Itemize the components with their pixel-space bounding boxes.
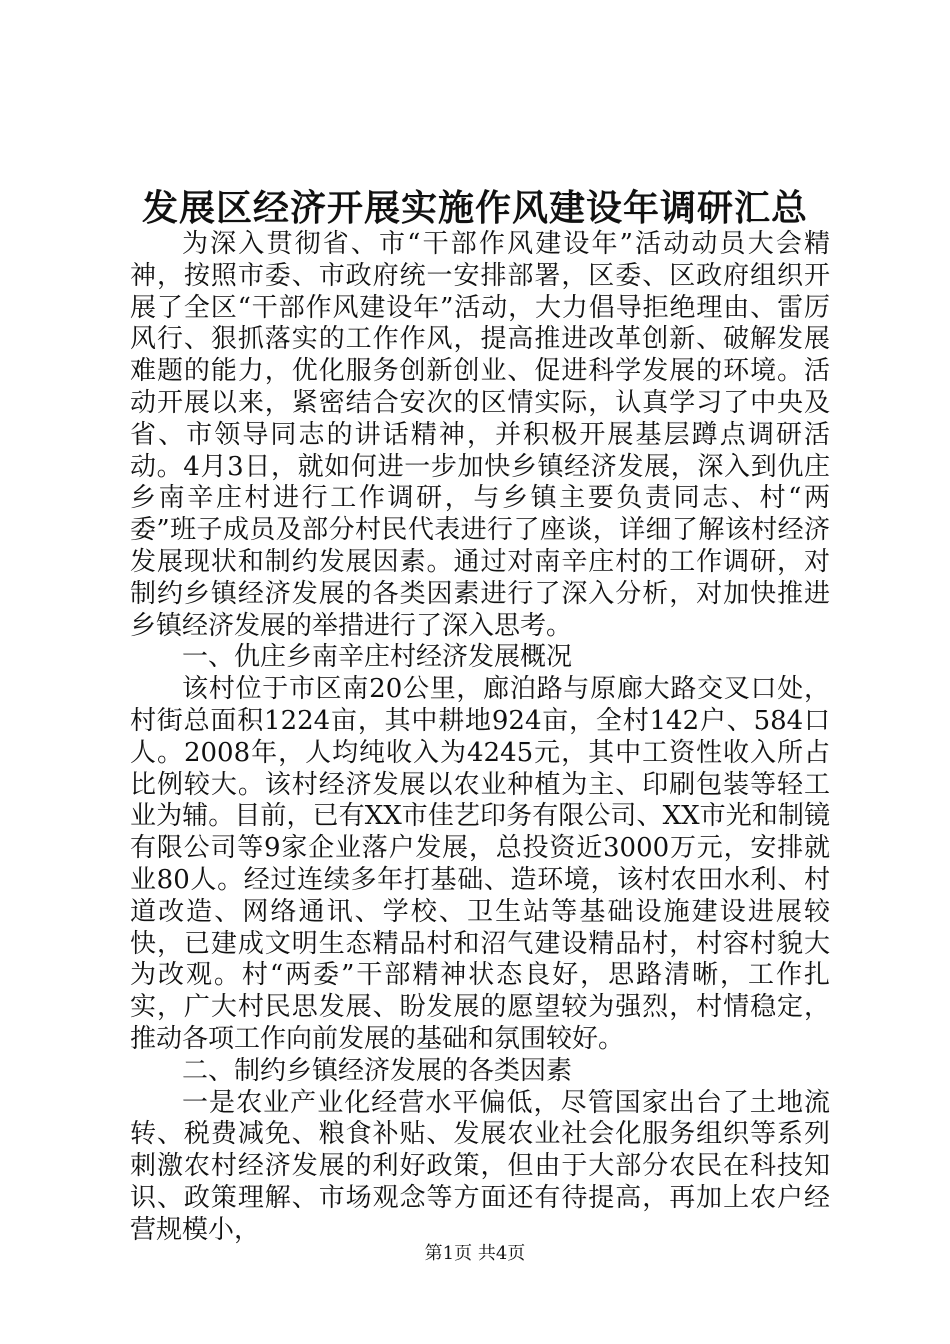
section-1-paragraph: 该村位于市区南20公里，廊泊路与原廊大路交叉口处，村街总面积1224亩，其中耕地924亩，全村142户、584口人。2008年，人均纯收入为4245元，其中工资性收入所占比例较大。该村经济发展以农业种植为主、印刷包装等轻工业为辅。目前，已有XX市佳艺印务有限公司、XX市光和制镜有限公司等9家企业落户发展，总投资近3000万元，安排就业80人。经过连续多年打基础、造环境，该村农田水利、村道改造、网络通讯、学校、卫生站等基础设施建设进展较快，已建成文明生态精品村和沼气建设精品村，村容村貌大为改观。村“两委”干部精神状态良好，思路清晰，工作扎实，广大村民思发展、盼发展的愿望较为强烈，村情稳定，推动各项工作向前发展的基础和氛围较好。: [130, 674, 830, 1054]
page-footer: 第1页 共4页: [424, 1243, 526, 1264]
document-body: [130, 229, 830, 1247]
section-2-paragraph: 一是农业产业化经营水平偏低，尽管国家出台了土地流转、税费减免、粮食补贴、发展农业社会化服务组织等系列刺激农村经济发展的利好政策，但由于大部分农民在科技知识、政策理解、市场观念等方面还有待提高，再加上农户经营规模小，: [130, 1087, 830, 1245]
intro-paragraph: 为深入贯彻省、市“干部作风建设年”活动动员大会精神，按照市委、市政府统一安排部署，区委、区政府组织开展了全区“干部作风建设年”活动，大力倡导拒绝理由、雷厉风行、狠抓落实的工作作风，提高推进改革创新、破解发展难题的能力，优化服务创新创业、促进科学发展的环境。活动开展以来，紧密结合安次的区情实际，认真学习了中央及省、市领导同志的讲话精神，并积极开展基层蹲点调研活动。4月3日，就如何进一步加快乡镇经济发展，深入到仇庄乡南辛庄村进行工作调研，与乡镇主要负责同志、村“两委”班子成员及部分村民代表进行了座谈，详细了解该村经济发展现状和制约发展因素。通过对南辛庄村的工作调研，对制约乡镇经济发展的各类因素进行了深入分析，对加快推进乡镇经济发展的举措进行了深入思考。: [130, 229, 830, 641]
section-2-heading: 二、制约乡镇经济发展的各类因素: [182, 1055, 573, 1086]
section-1-heading: 一、仇庄乡南辛庄村经济发展概况: [182, 642, 573, 673]
document-title: 发展区经济开展实施作风建设年调研汇总: [141, 187, 808, 229]
